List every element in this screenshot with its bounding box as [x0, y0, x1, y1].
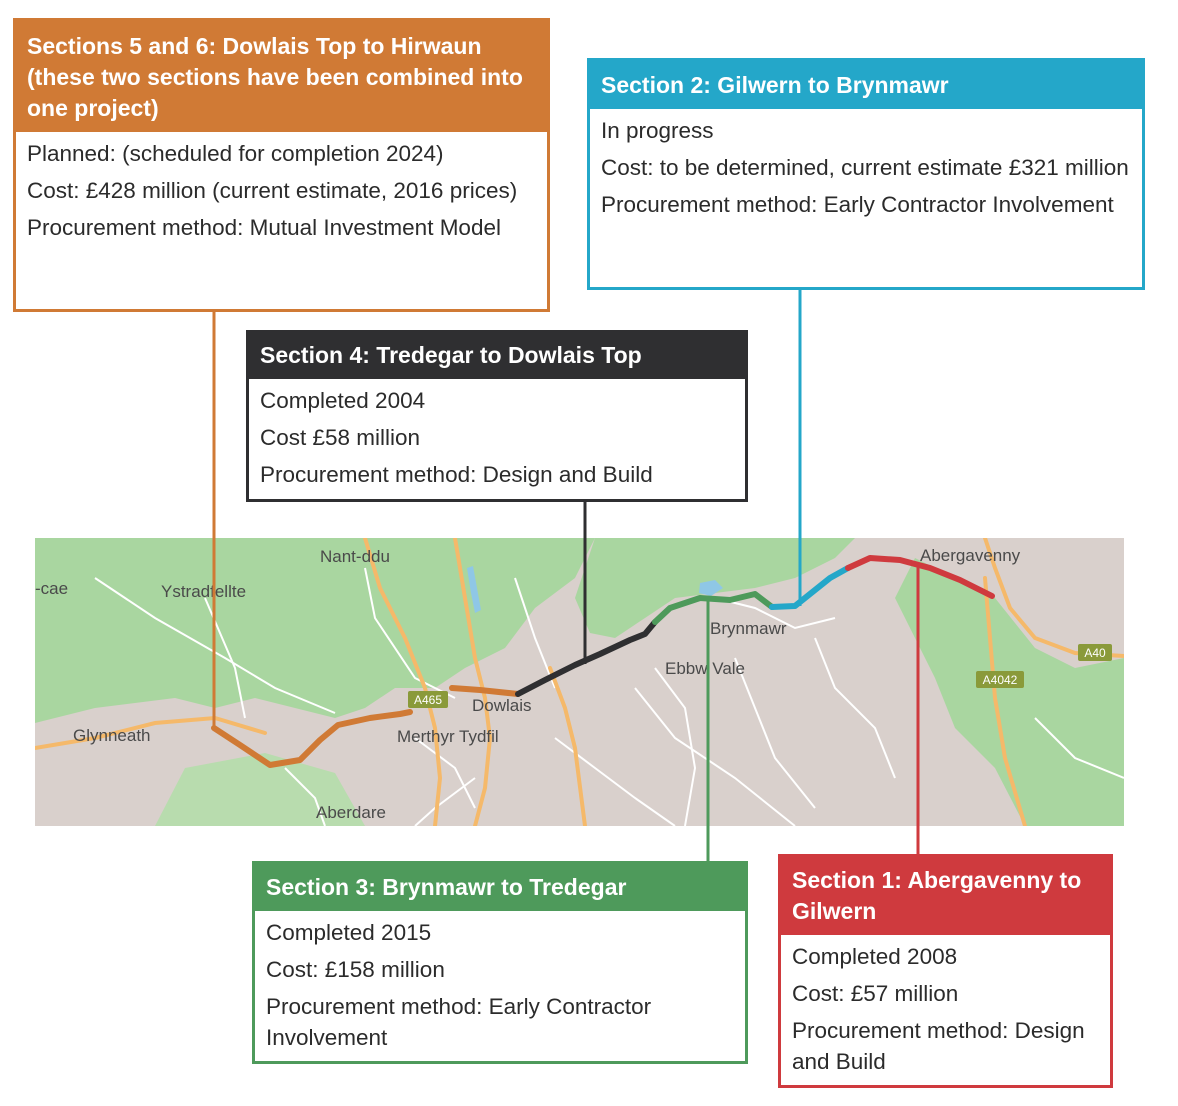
map-canvas	[35, 538, 1124, 826]
section-2-status: In progress	[601, 118, 714, 143]
section-1-callout	[778, 854, 1113, 1088]
road-shield-a40	[1078, 644, 1112, 661]
place-brynmawr: Brynmawr	[710, 619, 787, 638]
place-merthyr-tydfil: Merthyr Tydfil	[397, 727, 499, 746]
route-map	[35, 538, 1124, 826]
section-4-cost: Cost £58 million	[260, 425, 421, 450]
place-abergavenny: Abergavenny	[920, 546, 1021, 565]
section-3-details	[255, 911, 745, 1059]
road-shield-a465	[408, 691, 448, 708]
section-3-status: Completed 2015	[266, 920, 432, 945]
place-glynneath: Glynneath	[73, 726, 151, 745]
road-shield-a4042	[976, 671, 1024, 688]
section-4-details	[249, 379, 745, 496]
section-3-callout	[252, 861, 748, 1064]
section-4-callout	[246, 330, 748, 502]
road-label-a465: A465	[413, 693, 443, 707]
section-2-details	[590, 109, 1142, 226]
section-5-6-cost: Cost: £428 million (current estimate, 2016 prices)	[27, 178, 518, 203]
section-5-6-callout	[13, 18, 550, 312]
section-5-6-title: Sections 5 and 6: Dowlais Top to Hirwaun (these two sections have been combined into one project)	[16, 21, 547, 132]
section-5-6-details	[16, 132, 547, 249]
section-4-title: Section 4: Tredegar to Dowlais Top	[249, 333, 745, 379]
place-ebbw-vale: Ebbw Vale	[665, 659, 746, 678]
section-2-cost: Cost: to be determined, current estimate £321 million	[601, 155, 1129, 180]
section-2-procurement: Procurement method: Early Contractor Involvement	[601, 192, 1114, 217]
place-cae: -cae	[35, 579, 69, 598]
section-3-procurement: Procurement method: Early Contractor Involvement	[266, 994, 652, 1050]
place-nant-ddu: Nant-ddu	[320, 547, 390, 566]
place-dowlais: Dowlais	[472, 696, 532, 715]
section-4-procurement: Procurement method: Design and Build	[260, 462, 653, 487]
road-label-a40: A40	[1084, 646, 1106, 660]
section-1-cost: Cost: £57 million	[792, 981, 959, 1006]
section-2-callout	[587, 58, 1145, 290]
section-5-6-status: Planned: (scheduled for completion 2024)	[27, 141, 444, 166]
section-3-title: Section 3: Brynmawr to Tredegar	[255, 864, 745, 911]
section-3-cost: Cost: £158 million	[266, 957, 445, 982]
section-1-details	[781, 935, 1110, 1083]
road-label-a4042: A4042	[982, 673, 1018, 687]
section-4-status: Completed 2004	[260, 388, 426, 413]
section-5-6-procurement: Procurement method: Mutual Investment Model	[27, 215, 501, 240]
section-1-procurement: Procurement method: Design and Build	[792, 1018, 1085, 1074]
section-1-title: Section 1: Abergavenny to Gilwern	[781, 857, 1110, 935]
section-2-title: Section 2: Gilwern to Brynmawr	[590, 61, 1142, 109]
place-aberdare: Aberdare	[316, 803, 386, 822]
section-1-status: Completed 2008	[792, 944, 958, 969]
place-ystradfellte: Ystradfellte	[161, 582, 247, 601]
